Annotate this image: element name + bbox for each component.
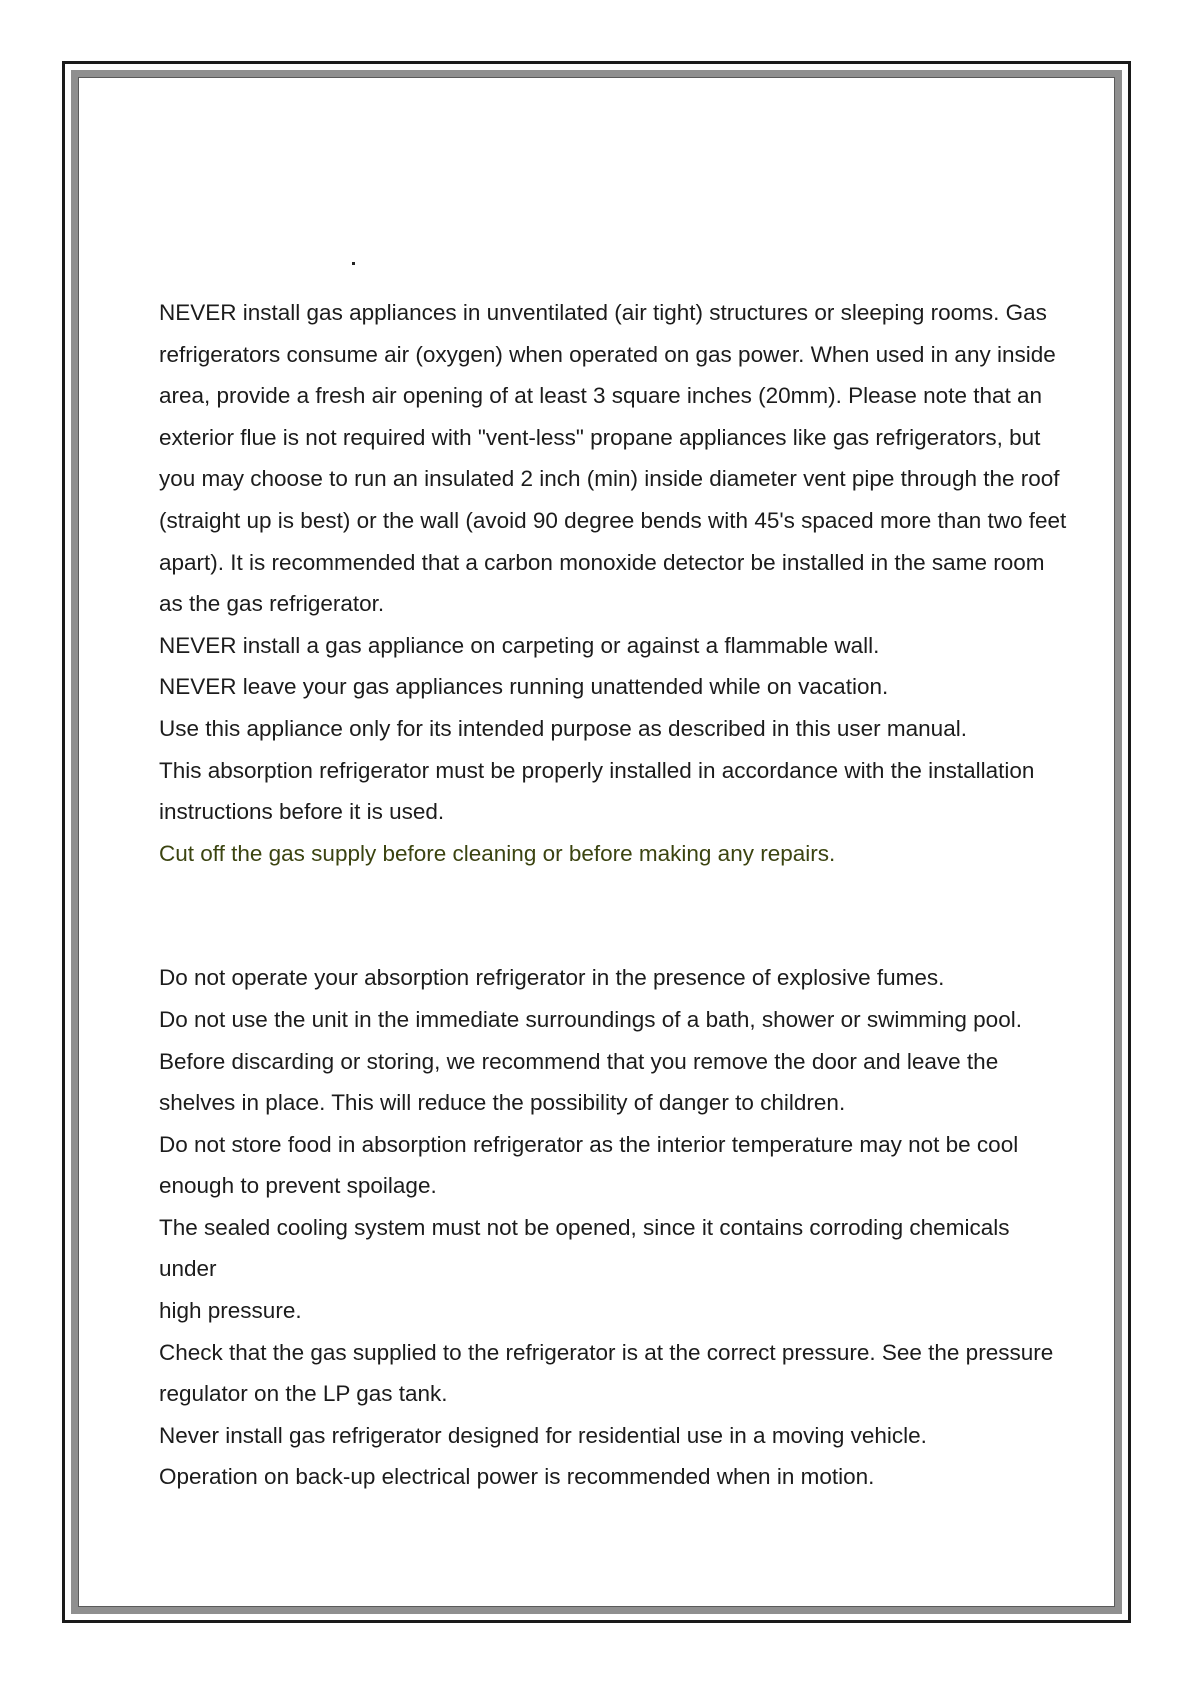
installation-note: This absorption refrigerator must be properly installed in accordance with the installation instructions before it is used. [159, 757, 1035, 825]
stray-dot-mark [352, 262, 355, 265]
gas-cutoff-note: Cut off the gas supply before cleaning or before making any repairs. [159, 840, 836, 866]
safety-section-1 [159, 292, 1069, 874]
safety-section-2 [159, 957, 1069, 1498]
vacation-warning: NEVER leave your gas appliances running unattended while on vacation. [159, 674, 889, 700]
gas-pressure-check: Check that the gas supplied to the refrigerator is at the correct pressure. See the pressure regulator on the LP gas tank. [159, 1339, 1054, 1407]
high-pressure-line: high pressure. [159, 1298, 302, 1324]
sealed-system-warning: The sealed cooling system must not be opened, since it contains corroding chemicals under [159, 1214, 1010, 1282]
intended-use-note: Use this appliance only for its intended purpose as described in this user manual. [159, 715, 967, 741]
bath-shower-warning: Do not use the unit in the immediate surroundings of a bath, shower or swimming pool. [159, 1006, 1022, 1032]
carpeting-warning: NEVER install a gas appliance on carpeting or against a flammable wall. [159, 632, 880, 658]
section-gap [159, 874, 1069, 957]
ventilation-warning: NEVER install gas appliances in unventilated (air tight) structures or sleeping rooms. Gas refrigerators consume air (oxygen) when operated on gas power. When used in any inside area, provide a fresh air opening of at least 3 square inches (20mm). Please note that an exterior flue is not required with "vent-less" propane appliances like gas refrigerators, but you may choose to run an insulated 2 inch (min) inside diameter vent pipe through the roof (straight up is best) or the wall (avoid 90 degree bends with 45's spaced more than two feet apart). It is recommended that a carbon monoxide detector be installed in the same room as the gas refrigerator. [159, 300, 1067, 617]
backup-power-note: Operation on back-up electrical power is recommended when in motion. [159, 1464, 875, 1490]
moving-vehicle-warning: Never install gas refrigerator designed for residential use in a moving vehicle. [159, 1422, 927, 1448]
food-storage-warning: Do not store food in absorption refrigerator as the interior temperature may not be cool enough to prevent spoilage. [159, 1131, 1019, 1199]
explosive-fumes-warning: Do not operate your absorption refrigerator in the presence of explosive fumes. [159, 965, 945, 991]
discarding-note: Before discarding or storing, we recommend that you remove the door and leave the shelves in place. This will reduce the possibility of danger to children. [159, 1048, 999, 1116]
safety-instructions [159, 292, 1069, 1498]
